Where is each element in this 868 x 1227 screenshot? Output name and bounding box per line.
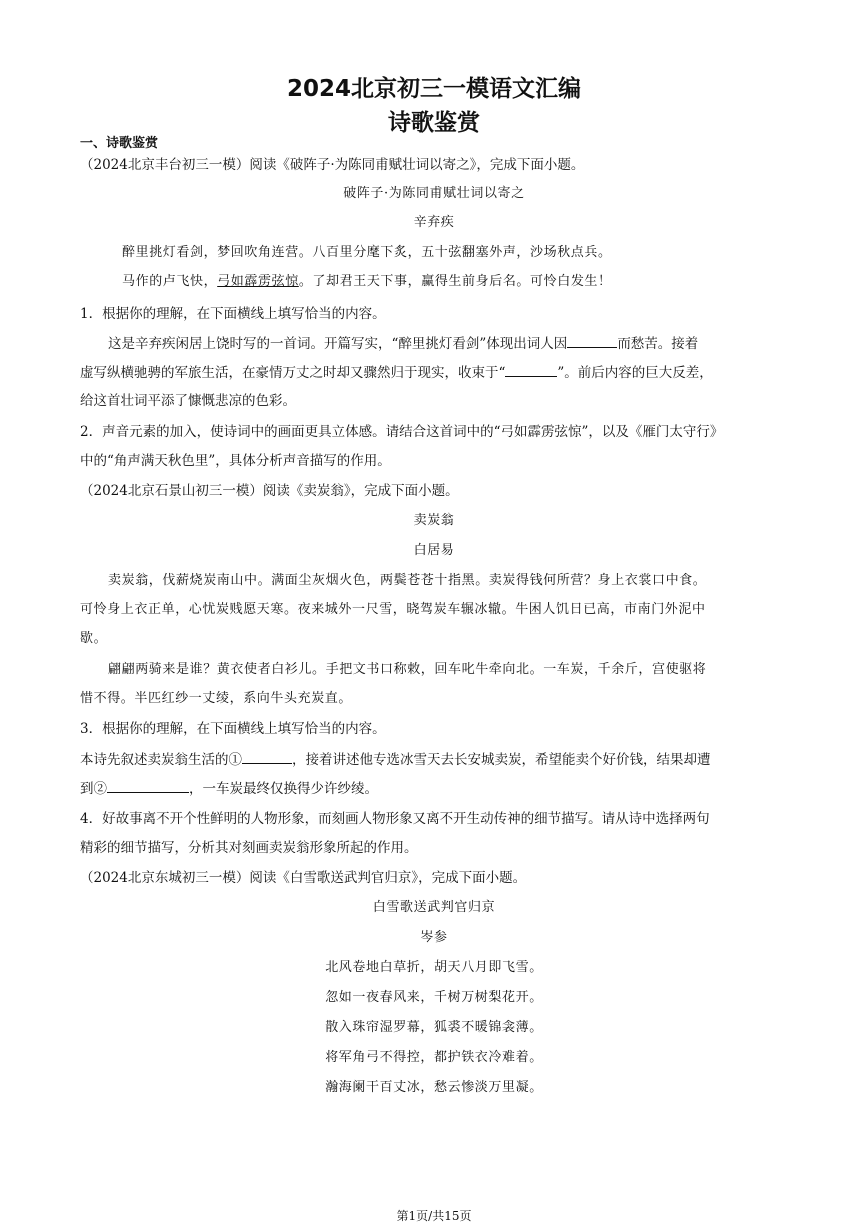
- passage3-verse: 瀚海阑干百丈冰，愁云惨淡万里凝。: [325, 1080, 543, 1095]
- passage3-verse: 北风卷地白草折，胡天八月即飞雪。: [325, 960, 543, 975]
- question1-line2: 虚写纵横驰骋的军旅生活，在豪情万丈之时却又骤然归于现实，收束于“ ”。前后内容的巨大反差，: [80, 365, 713, 381]
- answer-blank-2[interactable]: [107, 779, 189, 793]
- passage1-intro: （2024北京丰台初三一模）阅读《破阵子·为陈同甫赋壮词以寄之》，完成下面小题。: [80, 157, 585, 173]
- passage3-intro: （2024北京东城初三一模）阅读《白雪歌送武判官归京》，完成下面小题。: [80, 870, 527, 886]
- passage2-author: 白居易: [413, 543, 455, 558]
- passage2-poem-title: 卖炭翁: [413, 513, 455, 528]
- passage1-author: 辛弃疾: [413, 215, 455, 230]
- question2-line2: 中的“角声满天秋色里”，具体分析声音描写的作用。: [80, 453, 391, 469]
- question4-line1: 4．好故事离不开个性鲜明的人物形象，而刻画人物形象又离不开生动传神的细节描写。请从诗中选择两句: [80, 811, 710, 827]
- question1-stem: 1．根据你的理解，在下面横线上填写恰当的内容。: [80, 306, 386, 322]
- passage3-verse: 散入珠帘湿罗幕，狐裘不暖锦衾薄。: [325, 1020, 543, 1035]
- question2-line1: 2．声音元素的加入，使诗词中的画面更具立体感。请结合这首词中的“弓如霹雳弦惊”，以及《雁门太守行》: [80, 424, 724, 440]
- passage2-line3: 歇。: [80, 631, 108, 646]
- passage3-verse: 忽如一夜春风来，千树万树梨花开。: [325, 990, 543, 1005]
- passage3-author: 岑参: [420, 930, 448, 945]
- passage2-intro: （2024北京石景山初三一模）阅读《卖炭翁》，完成下面小题。: [80, 483, 459, 499]
- passage2-line5: 惜不得。半匹红纱一丈绫，系向牛头充炭直。: [80, 691, 353, 706]
- passage3-poem-title: 白雪歌送武判官归京: [372, 900, 496, 915]
- passage1-line1: 醉里挑灯看剑，梦回吹角连营。八百里分麾下炙，五十弦翻塞外声，沙场秋点兵。: [122, 245, 612, 260]
- passage1-poem-title: 破阵子·为陈同甫赋壮词以寄之: [343, 186, 525, 201]
- question3-line1: 本诗先叙述卖炭翁生活的① ，接着讲述他专选冰雪天去长安城卖炭，希望能卖个好价钱，结果却遭: [80, 752, 711, 768]
- question1-line1: 这是辛弃疾闲居上饶时写的一首词。开篇写实，“醉里挑灯看剑”体现出词人因 而愁苦。接着: [108, 336, 699, 352]
- answer-blank[interactable]: [567, 334, 617, 348]
- document-subtitle: 诗歌鉴赏: [388, 110, 480, 136]
- passage3-verse: 将军角弓不得控，都护铁衣冷难着。: [325, 1050, 543, 1065]
- passage2-line4: 翩翩两骑来是谁？黄衣使者白衫儿。手把文书口称敕，回车叱牛牵向北。一车炭，千余斤，宫使驱将: [108, 662, 707, 677]
- underlined-verse: 弓如霹雳弦惊: [217, 274, 299, 289]
- section-heading: 一、诗歌鉴赏: [80, 136, 159, 151]
- question3-line2: 到② ，一车炭最终仅换得少许纱绫。: [80, 781, 378, 797]
- question4-line2: 精彩的细节描写，分析其对刻画卖炭翁形象所起的作用。: [80, 840, 418, 856]
- passage1-line2: 马作的卢飞快，弓如霹雳弦惊。了却君王天下事，赢得生前身后名。可怜白发生！: [122, 274, 612, 289]
- passage2-line1: 卖炭翁，伐薪烧炭南山中。满面尘灰烟火色，两鬓苍苍十指黑。卖炭得钱何所营？身上衣裳口中食。: [108, 573, 707, 588]
- passage2-line2: 可怜身上衣正单，心忧炭贱愿天寒。夜来城外一尺雪，晓驾炭车辗冰辙。牛困人饥日已高，市南门外泥中: [80, 602, 706, 617]
- question1-line3: 给这首壮词平添了慷慨悲凉的色彩。: [80, 393, 296, 409]
- answer-blank[interactable]: [505, 363, 557, 377]
- document-title: 2024北京初三一模语文汇编: [286, 76, 581, 102]
- answer-blank-1[interactable]: [242, 750, 292, 764]
- question3-stem: 3．根据你的理解，在下面横线上填写恰当的内容。: [80, 721, 386, 737]
- page-number: 第1页/共15页: [396, 1209, 472, 1223]
